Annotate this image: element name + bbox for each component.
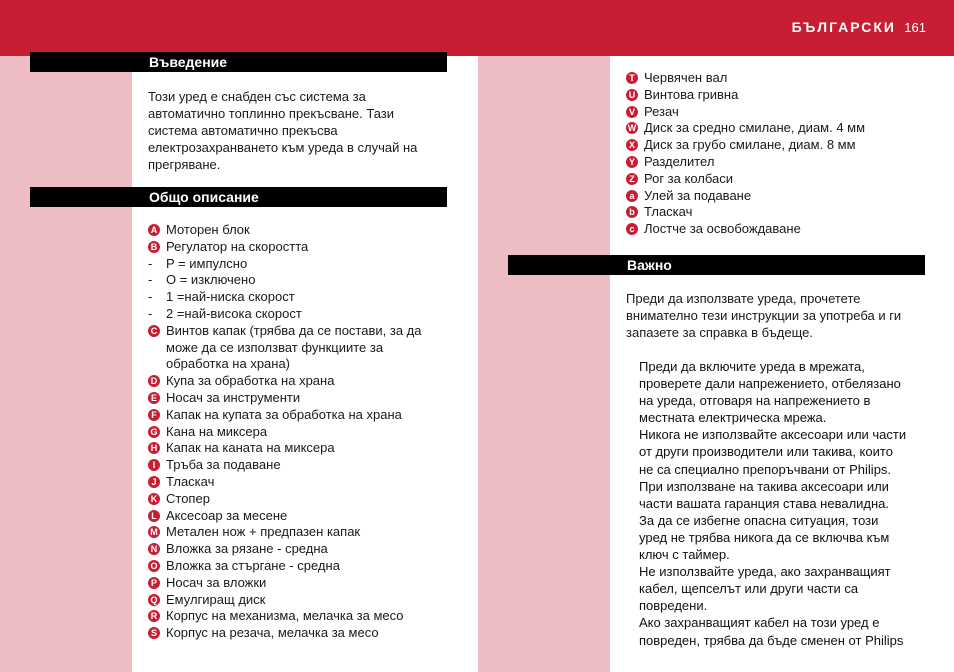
list-item [626, 204, 926, 221]
part-label: Носач за вложки [166, 574, 267, 590]
part-label: Червячен вал [644, 70, 728, 85]
list-item [148, 256, 448, 273]
part-label: Винтова гривна [644, 86, 739, 102]
part-marker-icon: V [626, 106, 638, 118]
part-marker-icon: R [148, 610, 160, 622]
intro-paragraph [148, 88, 448, 173]
list-item [148, 340, 448, 357]
part-label: Тръба за подаване [166, 457, 281, 473]
part-marker-icon: M [148, 526, 160, 538]
text-line: Преди да използвате уреда, прочетете [626, 291, 861, 306]
text-line: електрозахранването към уреда в случай на [148, 140, 418, 155]
part-label: Разделител [644, 153, 715, 169]
part-marker-icon: U [626, 89, 638, 101]
list-item [626, 120, 926, 137]
middle-sidebar-band [478, 56, 610, 672]
section-heading-general [30, 187, 447, 207]
list-item [148, 390, 448, 407]
list-item [626, 137, 926, 154]
part-label: Капак на каната на миксера [166, 440, 335, 456]
part-label: O = изключено [166, 272, 256, 288]
list-item [148, 541, 448, 558]
warning-line: проверете дали напрежението, отбелязано [639, 376, 901, 392]
part-label: Кана на миксера [166, 423, 268, 439]
warning-block [639, 358, 929, 649]
list-item [626, 154, 926, 171]
part-marker-icon: X [626, 139, 638, 151]
list-item [148, 558, 448, 575]
part-marker-icon: S [148, 627, 160, 639]
language-title: БЪЛГАРСКИ [791, 19, 896, 35]
part-label: P = импулсно [166, 255, 248, 271]
part-marker-icon: Y [626, 156, 638, 168]
part-label: Винтов капак (трябва да се постави, за да [166, 322, 422, 338]
part-label: Регулатор на скоростта [166, 238, 309, 254]
list-item [626, 188, 926, 205]
part-label: може да се използват функциите за [166, 339, 384, 355]
part-marker-icon: W [627, 123, 637, 134]
list-item [626, 171, 926, 188]
part-marker-icon: P [148, 577, 160, 589]
text-line: система автоматично прекъсва [148, 123, 338, 138]
part-marker-icon: A [148, 224, 160, 236]
part-marker-icon: c [626, 223, 638, 235]
parts-list-left [148, 222, 448, 642]
part-marker-icon: H [148, 442, 160, 454]
list-item [626, 70, 926, 87]
part-label: Рог за колбаси [644, 170, 733, 186]
part-label: 1 =най-ниска скорост [166, 289, 295, 305]
part-marker-icon: F [148, 409, 160, 421]
part-marker-icon: T [626, 72, 638, 84]
page-number: 161 [904, 20, 926, 35]
left-sidebar-band [0, 56, 132, 672]
list-item [148, 491, 448, 508]
text-line: прегряване. [148, 157, 221, 172]
list-item [148, 222, 448, 239]
part-label: Диск за средно смилане, диам. 4 мм [644, 120, 866, 136]
part-marker-icon: N [148, 543, 160, 555]
list-item [148, 289, 448, 306]
part-marker-icon: a [626, 190, 638, 202]
warning-line: Никога не използвайте аксесоари или части [639, 427, 907, 443]
list-item [148, 272, 448, 289]
section-title: Важно [627, 257, 672, 273]
section-heading-important [508, 255, 925, 275]
list-item [148, 625, 448, 642]
text-line: внимателно тези инструкции за употреба и ги [626, 308, 902, 323]
list-item [148, 373, 448, 390]
section-title: Общо описание [149, 189, 259, 205]
part-label: Моторен блок [166, 222, 250, 237]
list-item [148, 323, 448, 340]
warning-line: местната електрическа мрежа. [639, 410, 827, 426]
part-label: Тласкач [166, 473, 215, 489]
warning-line: За да се избегне опасна ситуация, този [639, 512, 879, 528]
list-item [148, 407, 448, 424]
part-marker-icon: b [626, 206, 638, 218]
part-label: Носач за инструменти [166, 389, 301, 405]
part-label: Улей за подаване [644, 187, 752, 203]
part-label: Лостче за освобождаване [644, 221, 801, 237]
list-item [148, 356, 448, 373]
section-heading-intro [30, 52, 447, 72]
part-label: Вложка за стъргане - средна [166, 557, 340, 573]
part-label: Корпус на механизма, мелачка за месо [166, 608, 404, 624]
list-item [148, 239, 448, 256]
part-marker-icon: G [148, 426, 160, 438]
warning-line: не са специално препоръчвани от Philips. [639, 461, 892, 477]
part-label: Аксесоар за месене [166, 507, 288, 523]
parts-list-right [626, 70, 926, 238]
important-paragraph [626, 290, 926, 341]
warning-line: Преди да включите уреда в мрежата, [639, 359, 865, 374]
list-item [148, 457, 448, 474]
part-marker-icon: Q [148, 594, 160, 606]
part-label: 2 =най-висока скорост [166, 305, 302, 321]
warning-line: от други производители или такива, които [639, 444, 893, 460]
list-item [148, 524, 448, 541]
part-label: Емулгиращ диск [166, 591, 266, 607]
part-label: Метален нож + предпазен капак [166, 524, 361, 540]
text-line: запазете за справка в бъдеще. [626, 325, 813, 340]
text-line: автоматично топлинно прекъсване. Тази [148, 106, 395, 121]
part-marker-icon: J [148, 476, 160, 488]
part-label: Диск за грубо смилане, диам. 8 мм [644, 137, 856, 153]
warning-line: При използване на такива аксесоари или [639, 478, 889, 494]
list-item [148, 508, 448, 525]
part-marker-icon: I [148, 459, 160, 471]
list-item [148, 592, 448, 609]
warning-line: кабел, щепселът или други части са [639, 581, 859, 597]
part-label: Корпус на резача, мелачка за месо [166, 625, 379, 641]
part-label: обработка на храна) [166, 356, 291, 372]
list-item [626, 87, 926, 104]
part-marker-icon: C [148, 325, 160, 337]
part-marker-icon: L [148, 510, 160, 522]
part-marker-icon: D [148, 375, 160, 387]
list-item [148, 474, 448, 491]
part-marker-icon: E [148, 392, 160, 404]
part-marker-icon: B [148, 241, 160, 253]
part-label: Тласкач [644, 204, 693, 220]
list-item [148, 575, 448, 592]
warning-line: Не използвайте уреда, ако захранващият [639, 564, 891, 580]
warning-line: повреден, трябва да бъде сменен от Philips [639, 632, 904, 648]
part-label: Купа за обработка на храна [166, 373, 335, 389]
part-label: Вложка за рязане - средна [166, 541, 328, 557]
list-item [148, 440, 448, 457]
part-label: Капак на купата за обработка на храна [166, 406, 402, 422]
text-line: Този уред е снабден със система за [148, 89, 366, 104]
list-item [626, 221, 926, 238]
list-item [148, 608, 448, 625]
list-item [626, 104, 926, 121]
part-label: Резач [644, 103, 679, 119]
part-marker-icon: O [148, 560, 160, 572]
part-label: Стопер [166, 490, 210, 506]
warning-line: части вашата гаранция става невалидна. [639, 495, 890, 511]
warning-line: Ако захранващият кабел на този уред е [639, 615, 880, 631]
warning-line: повредени. [639, 598, 708, 614]
part-marker-icon: K [148, 493, 160, 505]
list-item [148, 424, 448, 441]
part-marker-icon: Z [626, 173, 638, 185]
warning-line: уред не трябва никога да се включва към [639, 529, 890, 545]
warning-line: ключ с таймер. [639, 547, 730, 563]
section-title: Въведение [149, 54, 228, 70]
list-item [148, 306, 448, 323]
warning-line: на уреда, отговаря на напрежението в [639, 393, 871, 409]
header-bar [0, 0, 954, 56]
